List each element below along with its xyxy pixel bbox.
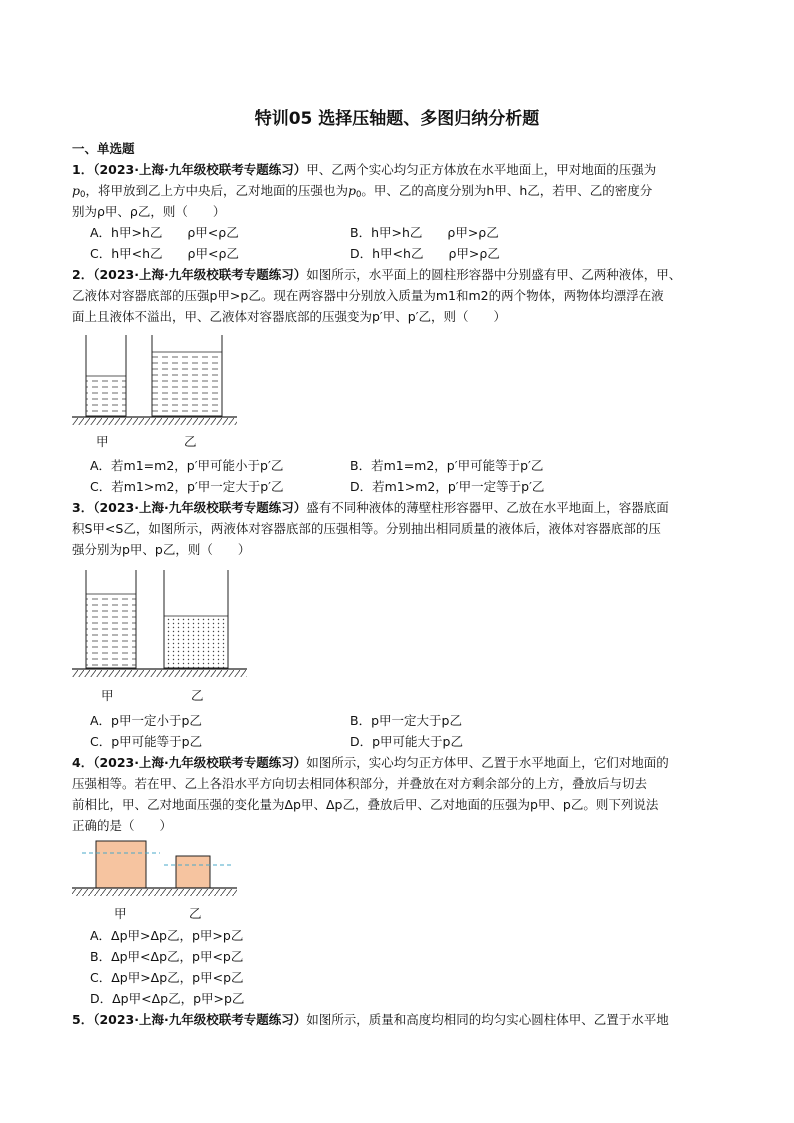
q2-caption-b: 乙 (184, 434, 197, 449)
q4-caption-b: 乙 (189, 906, 202, 921)
q3-caption-b: 乙 (191, 688, 204, 703)
q2-option-b[interactable]: B．若m1=m2，p′甲可能等于p′乙 (350, 458, 544, 473)
q1-number: 1． (72, 162, 94, 177)
q4-option-a[interactable]: A．Δp甲>Δp乙，p甲>p乙 (90, 928, 244, 943)
q4-source: （2023·上海·九年级校联考专题练习） (93, 755, 307, 770)
q2-source: （2023·上海·九年级校联考专题练习） (93, 267, 307, 282)
q2-option-a[interactable]: A．若m1=m2，p′甲可能小于p′乙 (90, 458, 284, 473)
q1-option-a[interactable]: A．h甲>h乙 ρ甲<ρ乙 (90, 225, 239, 240)
q4-line-3: 前相比，甲、乙对地面压强的变化量为Δp甲、Δp乙，叠放后甲、乙对地面的压强为p甲、p乙。则下列说法 (72, 797, 659, 812)
q2-number: 2． (72, 267, 94, 282)
q1-option-c[interactable]: C．h甲<h乙 ρ甲<ρ乙 (90, 246, 239, 261)
q5-source: （2023·上海·九年级校联考专题练习） (93, 1012, 307, 1027)
q2-liquid-a (86, 376, 126, 416)
q3-liquid-a (86, 594, 136, 668)
q1-line-3: 别为ρ甲、ρ乙，则（ ） (72, 204, 226, 219)
q2-option-c[interactable]: C．若m1>m2，p′甲一定大于p′乙 (90, 479, 284, 494)
q2-caption-a: 甲 (96, 434, 109, 449)
q3-line-1: 3．（2023·上海·九年级校联考专题练习）盛有不同种液体的薄壁柱形容器甲、乙放在水平地面上，容器底面 (72, 500, 669, 515)
section-heading: 一、单选题 (72, 141, 135, 156)
q2-option-d[interactable]: D．若m1>m2，p′甲一定等于p′乙 (350, 479, 545, 494)
q2-line-1: 2．（2023·上海·九年级校联考专题练习）如图所示，水平面上的圆柱形容器中分别盛有甲、乙两种液体，甲、 (72, 267, 682, 282)
q1-option-d[interactable]: D．h甲<h乙 ρ甲>ρ乙 (350, 246, 500, 261)
q1-line-2: $p_0$，将甲放到乙上方中央后，乙对地面的压强也为$p_0$。甲、乙的高度分别为h甲、h乙，若甲、乙的密度分 (72, 183, 653, 200)
q3-caption-a: 甲 (101, 688, 114, 703)
q4-block-a (96, 841, 146, 888)
q3-figure (72, 566, 252, 682)
q4-number: 4． (72, 755, 94, 770)
q1-option-b[interactable]: B．h甲>h乙 ρ甲>ρ乙 (350, 225, 499, 240)
q3-number: 3． (72, 500, 94, 515)
q5-number: 5． (72, 1012, 94, 1027)
q2-line-3: 面上且液体不溢出，甲、乙液体对容器底部的压强变为p′甲、p′乙，则（ ） (72, 309, 507, 324)
q4-block-b (176, 856, 210, 888)
q3-option-b[interactable]: B．p甲一定大于p乙 (350, 713, 462, 728)
q2-figure (72, 330, 242, 426)
q4-option-b[interactable]: B．Δp甲<Δp乙，p甲<p乙 (90, 949, 244, 964)
q4-option-c[interactable]: C．Δp甲>Δp乙，p甲<p乙 (90, 970, 244, 985)
q3-option-c[interactable]: C．p甲可能等于p乙 (90, 734, 203, 749)
q4-option-d[interactable]: D．Δp甲<Δp乙，p甲>p乙 (90, 991, 245, 1006)
q4-figure (72, 838, 242, 900)
q3-source: （2023·上海·九年级校联考专题练习） (93, 500, 307, 515)
q2-liquid-b (152, 352, 222, 416)
q4-caption-a: 甲 (114, 906, 127, 921)
page-title: 特训05 选择压轴题、多图归纳分析题 (254, 109, 540, 129)
q3-liquid-b (164, 616, 228, 668)
q1-source: （2023·上海·九年级校联考专题练习） (93, 162, 307, 177)
q3-option-a[interactable]: A．p甲一定小于p乙 (90, 713, 202, 728)
q4-line-1: 4．（2023·上海·九年级校联考专题练习）如图所示，实心均匀正方体甲、乙置于水平地面上，它们对地面的 (72, 755, 669, 770)
q3-option-d[interactable]: D．p甲可能大于p乙 (350, 734, 463, 749)
q3-line-3: 强分别为p甲、p乙，则（ ） (72, 542, 251, 557)
q4-line-4: 正确的是（ ） (72, 818, 173, 833)
q4-line-2: 压强相等。若在甲、乙上各沿水平方向切去相同体积部分，并叠放在对方剩余部分的上方，叠放后与切去 (72, 776, 648, 791)
q2-line-2: 乙液体对容器底部的压强p甲>p乙。现在两容器中分别放入质量为m1和m2的两个物体，两物体均漂浮在液 (72, 288, 664, 303)
q3-line-2: 积S甲<S乙，如图所示，两液体对容器底部的压强相等。分别抽出相同质量的液体后，液体对容器底部的压 (72, 521, 661, 536)
q5-line-1: 5．（2023·上海·九年级校联考专题练习）如图所示，质量和高度均相同的均匀实心圆柱体甲、乙置于水平地 (72, 1012, 669, 1027)
q1-line-1: 1．（2023·上海·九年级校联考专题练习）甲、乙两个实心均匀正方体放在水平地面上，甲对地面的压强为 (72, 162, 657, 177)
